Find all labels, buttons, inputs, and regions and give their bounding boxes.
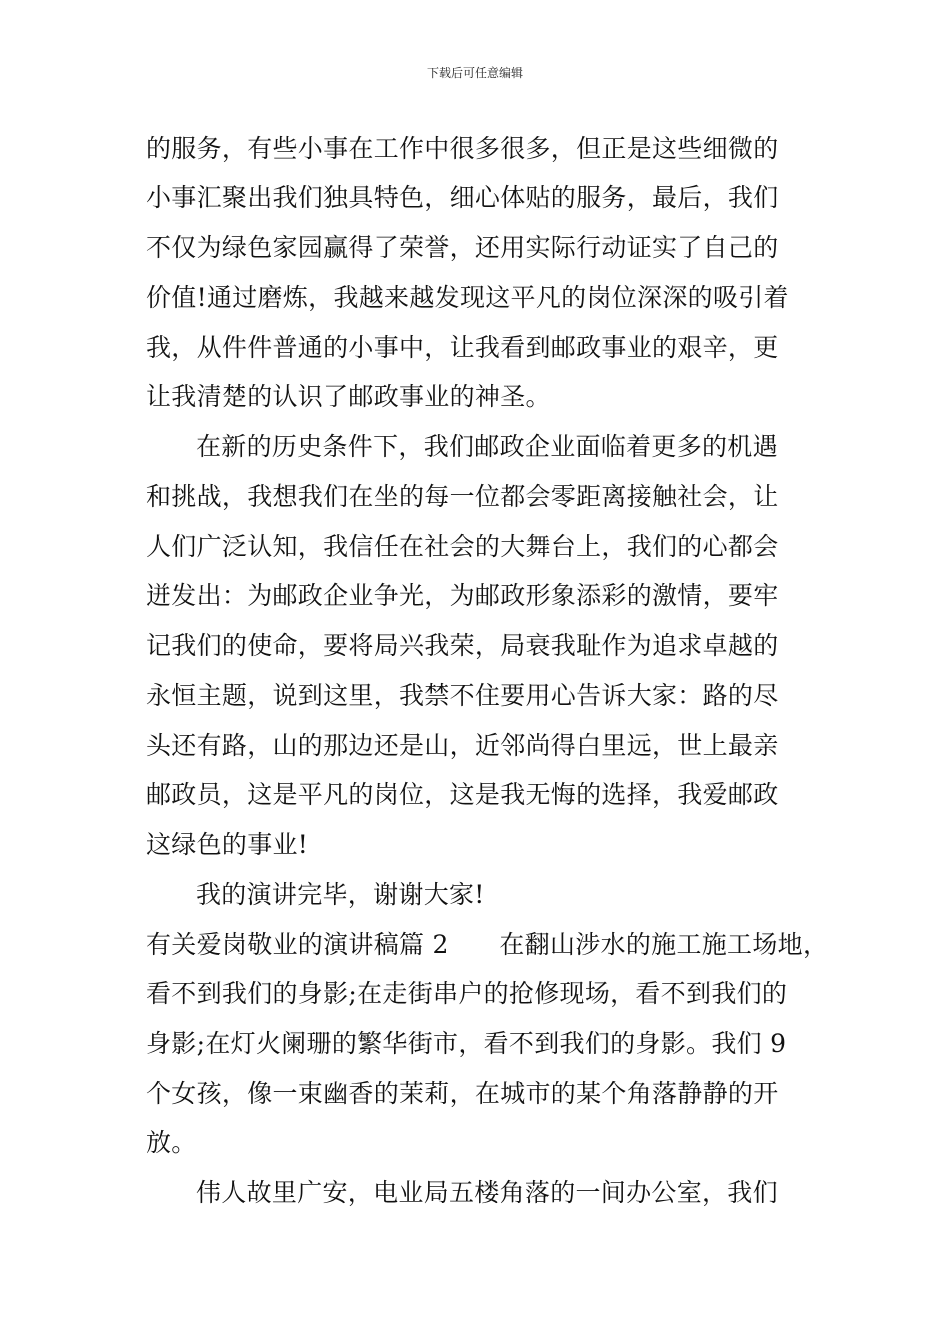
- text-line: 不仅为绿色家园赢得了荣誉，还用实际行动证实了自己的: [146, 233, 779, 262]
- text-line: 小事汇聚出我们独具特色，细心体贴的服务，最后，我们: [146, 183, 779, 212]
- text-line: 头还有路，山的那边还是山，近邻尚得白里远，世上最亲: [146, 731, 779, 760]
- section-heading-line: 有关爱岗敬业的演讲稿篇 2 在翻山涉水的施工施工场地，: [146, 930, 829, 959]
- text-line: 的服务，有些小事在工作中很多很多，但正是这些细微的: [146, 134, 779, 163]
- text-line: 个女孩，像一束幽香的茉莉，在城市的某个角落静静的开: [146, 1079, 779, 1108]
- text-line: 伟人故里广安，电业局五楼角落的一间办公室，我们: [196, 1178, 778, 1207]
- text-line: 价值!通过磨炼，我越来越发现这平凡的岗位深深的吸引着: [146, 283, 789, 312]
- text-line: 和挑战，我想我们在坐的每一位都会零距离接触社会，让: [146, 482, 779, 511]
- text-line: 看不到我们的身影;在走街串户的抢修现场，看不到我们的: [146, 979, 788, 1008]
- text-line: 邮政员，这是平凡的岗位，这是我无悔的选择，我爱邮政: [146, 780, 779, 809]
- text-line: 人们广泛认知，我信任在社会的大舞台上，我们的心都会: [146, 532, 779, 561]
- text-line: 记我们的使命，要将局兴我荣，局衰我耻作为追求卓越的: [146, 631, 779, 660]
- text-line: 身影;在灯火阑珊的繁华街市，看不到我们的身影。我们 9: [146, 1029, 787, 1058]
- text-line: 迸发出：为邮政企业争光，为邮政形象添彩的激情，要牢: [146, 581, 779, 610]
- text-line: 这绿色的事业!: [146, 830, 309, 859]
- text-line: 在新的历史条件下，我们邮政企业面临着更多的机遇: [196, 432, 778, 461]
- text-line: 我的演讲完毕，谢谢大家!: [196, 880, 485, 909]
- text-line: 让我清楚的认识了邮政事业的神圣。: [146, 382, 551, 411]
- text-line: 放。: [146, 1128, 197, 1157]
- text-line: 我，从件件普通的小事中，让我看到邮政事业的艰辛，更: [146, 333, 779, 362]
- text-line: 永恒主题，说到这里，我禁不住要用心告诉大家：路的尽: [146, 681, 779, 710]
- page-header: 下载后可任意编辑: [426, 66, 523, 80]
